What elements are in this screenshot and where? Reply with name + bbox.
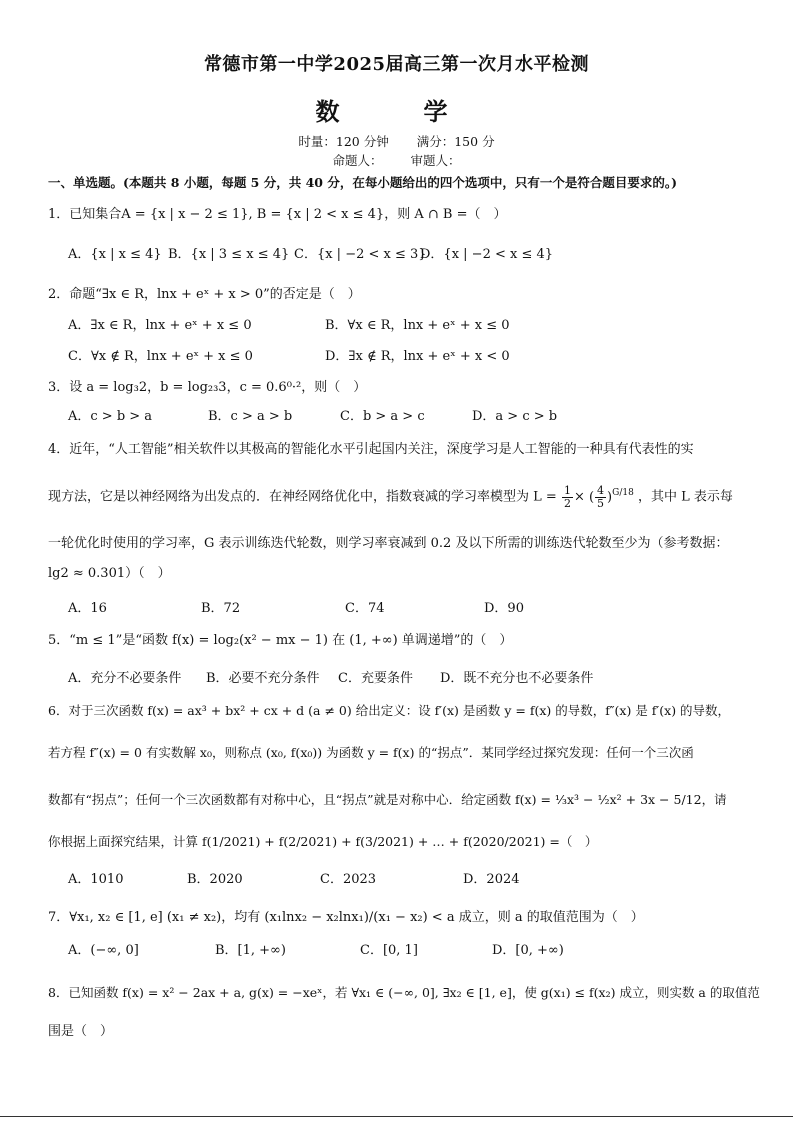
question-4-option-d[interactable]: D．90 <box>484 601 524 616</box>
exam-time-score <box>0 132 793 150</box>
question-7-option-d[interactable]: D．[0, +∞) <box>492 943 564 958</box>
question-1-option-c[interactable]: C．{x | −2 < x ≤ 3} <box>294 247 427 262</box>
setter-label: 命题人： <box>332 153 383 168</box>
question-5-stem: 5．“m ≤ 1”是“函数 f(x) = log₂(x² − mx − 1) 在 (1, +∞) 单调递增”的（ ） <box>48 633 513 648</box>
page-bottom-divider <box>0 1116 793 1117</box>
question-6-option-b[interactable]: B．2020 <box>187 872 243 887</box>
question-4-line-2-text-a: 现方法，它是以神经网络为出发点的．在神经网络优化中，指数衰减的学习率模型为 L = <box>48 489 557 505</box>
question-5-option-d[interactable]: D．既不充分也不必要条件 <box>440 671 594 686</box>
question-2-option-a[interactable]: A．∃x ∈ R，lnx + eˣ + x ≤ 0 <box>68 318 252 333</box>
question-6-line-4: 你根据上面探究结果，计算 f(1/2021) + f(2/2021) + f(3/2021) + … + f(2020/2021) =（ ） <box>48 834 598 849</box>
question-4-line-2: 现方法，它是以神经网络为出发点的．在神经网络优化中，指数衰减的学习率模型为 L = $\frac{1}{2}$ × ( $\frac{4}{5}$ )$^{G/18}$ ，其中 L 表示每 <box>48 484 733 510</box>
question-5-option-a[interactable]: A．充分不必要条件 <box>68 671 182 686</box>
question-3-stem: 3．设 a = log₃2，b = log₂₃3，c = 0.6⁰·²，则（ ） <box>48 380 367 395</box>
question-6-option-d[interactable]: D．2024 <box>463 872 520 887</box>
question-6-option-c[interactable]: C．2023 <box>320 872 377 887</box>
score-info: 满分：150 分 <box>416 134 495 149</box>
question-2-option-c[interactable]: C．∀x ∉ R，lnx + eˣ + x ≤ 0 <box>68 349 253 364</box>
question-1-option-a[interactable]: A．{x | x ≤ 4} <box>68 247 162 262</box>
base-four-fifths: ( $\frac{4}{5}$ ) <box>588 484 613 510</box>
question-8-line-1: 8．已知函数 f(x) = x² − 2ax + a, g(x) = −xeˣ，若 ∀x₁ ∈ (−∞, 0], ∃x₂ ∈ [1, e]，使 g(x₁) ≤ f(x₂) 成立，则实数 a 的取值范 <box>48 985 760 1000</box>
question-3-option-b[interactable]: B．c > a > b <box>208 409 293 424</box>
question-8-line-2: 围是（ ） <box>48 1024 114 1039</box>
question-6-line-2: 若方程 f″(x) = 0 有实数解 x₀，则称点 (x₀, f(x₀)) 为函数 y = f(x) 的“拐点”．某同学经过探究发现：任何一个三次函 <box>48 745 694 760</box>
exam-authors <box>0 151 793 169</box>
question-5-option-c[interactable]: C．充要条件 <box>338 671 413 686</box>
question-1-stem: 1．已知集合A = {x | x − 2 ≤ 1}, B = {x | 2 < x ≤ 4}，则 A ∩ B =（ ） <box>48 207 507 222</box>
question-3-option-c[interactable]: C．b > a > c <box>340 409 425 424</box>
question-2-stem: 2．命题“∃x ∈ R，lnx + eˣ + x > 0”的否定是（ ） <box>48 287 361 302</box>
question-4-option-c[interactable]: C．74 <box>345 601 385 616</box>
question-6-line-1: 6．对于三次函数 f(x) = ax³ + bx² + cx + d (a ≠ 0) 给出定义：设 f′(x) 是函数 y = f(x) 的导数，f″(x) 是 f′(x) 的导数， <box>48 703 731 718</box>
fraction-one-half: $\frac{1}{2}$ <box>563 484 571 510</box>
question-3-option-d[interactable]: D．a > c > b <box>472 409 558 424</box>
question-2-option-b[interactable]: B．∀x ∈ R，lnx + eˣ + x ≤ 0 <box>325 318 510 333</box>
page-title: 常德市第一中学2025届高三第一次月水平检测 <box>203 54 590 75</box>
question-4-line-3: 一轮优化时使用的学习率，G 表示训练迭代轮数，则学习率衰减到 0.2 及以下所需的训练迭代轮数至少为（参考数据： <box>48 536 729 551</box>
question-7-option-a[interactable]: A．(−∞, 0] <box>68 943 139 958</box>
question-7-stem: 7．∀x₁, x₂ ∈ [1, e] (x₁ ≠ x₂)，均有 (x₁lnx₂ − x₂lnx₁)/(x₁ − x₂) < a 成立，则 a 的取值范围为（ ） <box>48 910 644 925</box>
question-4-option-b[interactable]: B．72 <box>201 601 241 616</box>
section-heading: 一、单选题。(本题共 8 小题，每题 5 分，共 40 分，在每小题给出的四个选项中，只有一个是符合题目要求的。) <box>48 175 677 190</box>
question-5-option-b[interactable]: B．必要不充分条件 <box>206 671 320 686</box>
question-1-option-d[interactable]: D．{x | −2 < x ≤ 4} <box>420 247 554 262</box>
question-7-option-c[interactable]: C．[0, 1] <box>360 943 418 958</box>
question-3-option-a[interactable]: A．c > b > a <box>68 409 153 424</box>
question-6-option-a[interactable]: A．1010 <box>68 872 124 887</box>
question-4-line-1: 4．近年，“人工智能”相关软件以其极高的智能化水平引起国内关注，深度学习是人工智能的一种具有代表性的实 <box>48 442 694 457</box>
question-7-option-b[interactable]: B．[1, +∞) <box>215 943 286 958</box>
exponent-g-over-18: G/18 <box>612 488 634 499</box>
question-2-option-d[interactable]: D．∃x ∉ R，lnx + eˣ + x < 0 <box>325 349 510 364</box>
question-4-option-a[interactable]: A．16 <box>68 601 107 616</box>
question-1-option-b[interactable]: B．{x | 3 ≤ x ≤ 4} <box>168 247 290 262</box>
time-info: 时量：120 分钟 <box>298 134 389 149</box>
reviewer-label: 审题人： <box>410 153 461 168</box>
question-4-line-4: lg2 ≈ 0.301）（ ） <box>48 566 171 581</box>
question-6-line-3: 数都有“拐点”；任何一个三次函数都有对称中心，且“拐点”就是对称中心．给定函数 f(x) = ⅓x³ − ½x² + 3x − 5/12，请 <box>48 792 727 807</box>
question-4-line-2-text-b: ，其中 L 表示每 <box>637 489 733 505</box>
subject-heading: 数 学 <box>315 97 478 126</box>
